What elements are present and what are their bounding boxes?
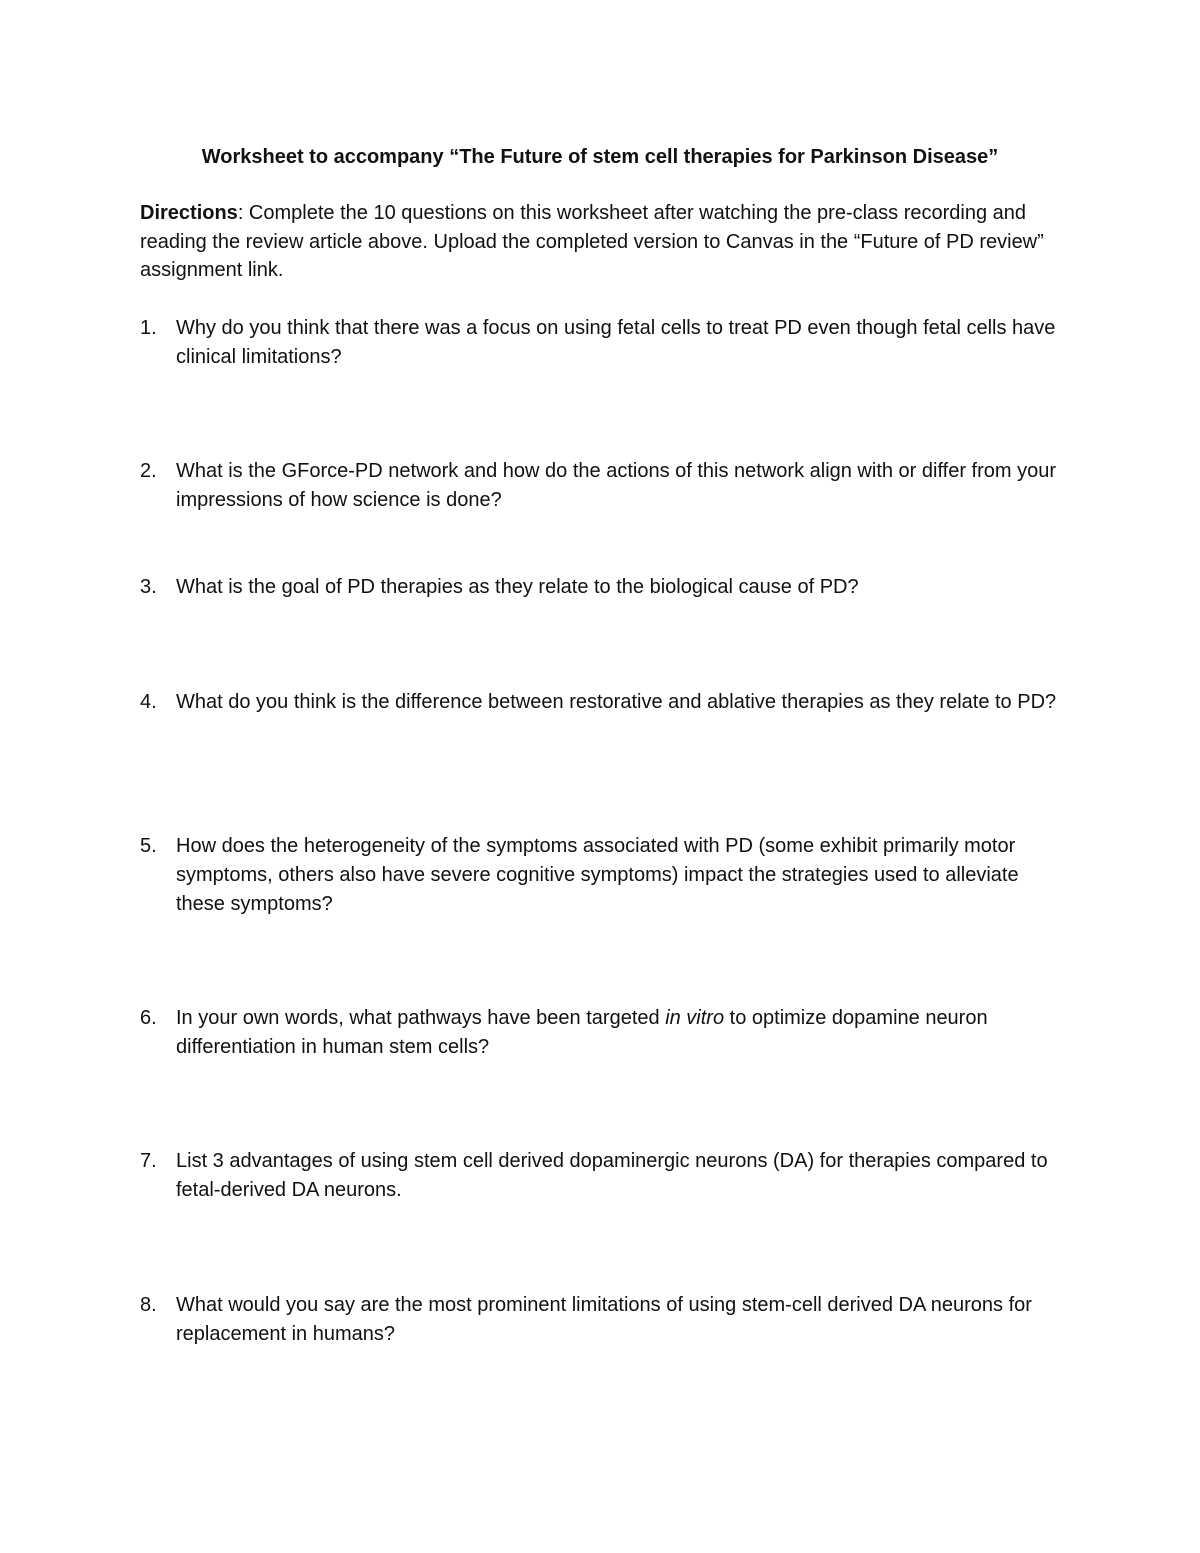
question-1 [140, 314, 1060, 372]
question-text: How does the heterogeneity of the symptoms associated with PD (some exhibit primarily motor symptoms, others also have severe cognitive symptoms) impact the strategies used to alleviate these symptoms? [176, 835, 1019, 915]
question-3 [140, 573, 1060, 602]
directions-paragraph [140, 199, 1070, 285]
question-text [140, 1004, 1060, 1062]
question-number: 2. [140, 460, 157, 482]
question-number: 5. [140, 835, 157, 857]
question-text: List 3 advantages of using stem cell derived dopaminergic neurons (DA) for therapies compared to fetal-derived DA neurons. [176, 1150, 1048, 1201]
directions-label: Directions [140, 202, 238, 224]
question-text: Why do you think that there was a focus on using fetal cells to treat PD even though fetal cells have clinical limitations? [176, 317, 1056, 368]
question-text-part: to optimize dopamine neuron differentiation in human stem cells? [176, 1007, 988, 1058]
question-text: What is the goal of PD therapies as they relate to the biological cause of PD? [176, 576, 859, 598]
question-8 [140, 1291, 1060, 1349]
directions-separator: : [237, 202, 244, 224]
question-4 [140, 688, 1060, 717]
question-number: 4. [140, 691, 157, 713]
question-text-italic: in vitro [665, 1007, 725, 1029]
question-number: 3. [140, 576, 157, 598]
question-number: 6. [140, 1007, 157, 1029]
question-text-part: In your own words, what pathways have been targeted [176, 1007, 666, 1029]
question-number: 1. [140, 317, 157, 339]
question-text: What would you say are the most prominent limitations of using stem-cell derived DA neurons for replacement in humans? [176, 1294, 1032, 1345]
question-5 [140, 832, 1060, 919]
question-text: What is the GForce-PD network and how do the actions of this network align with or differ from your impressions of how science is done? [176, 460, 1057, 511]
question-text: What do you think is the difference between restorative and ablative therapies as they relate to PD? [176, 691, 1057, 713]
question-number: 8. [140, 1294, 157, 1316]
question-2 [140, 457, 1060, 515]
page-title: Worksheet to accompany “The Future of stem cell therapies for Parkinson Disease” [201, 146, 999, 168]
directions-text: Complete the 10 questions on this worksheet after watching the pre-class recording and reading the review article above. Upload the completed version to Canvas in the “Future of PD review” assignment link. [140, 202, 1044, 281]
question-7 [140, 1147, 1060, 1205]
question-number: 7. [140, 1150, 157, 1172]
question-6 [140, 1004, 1060, 1062]
